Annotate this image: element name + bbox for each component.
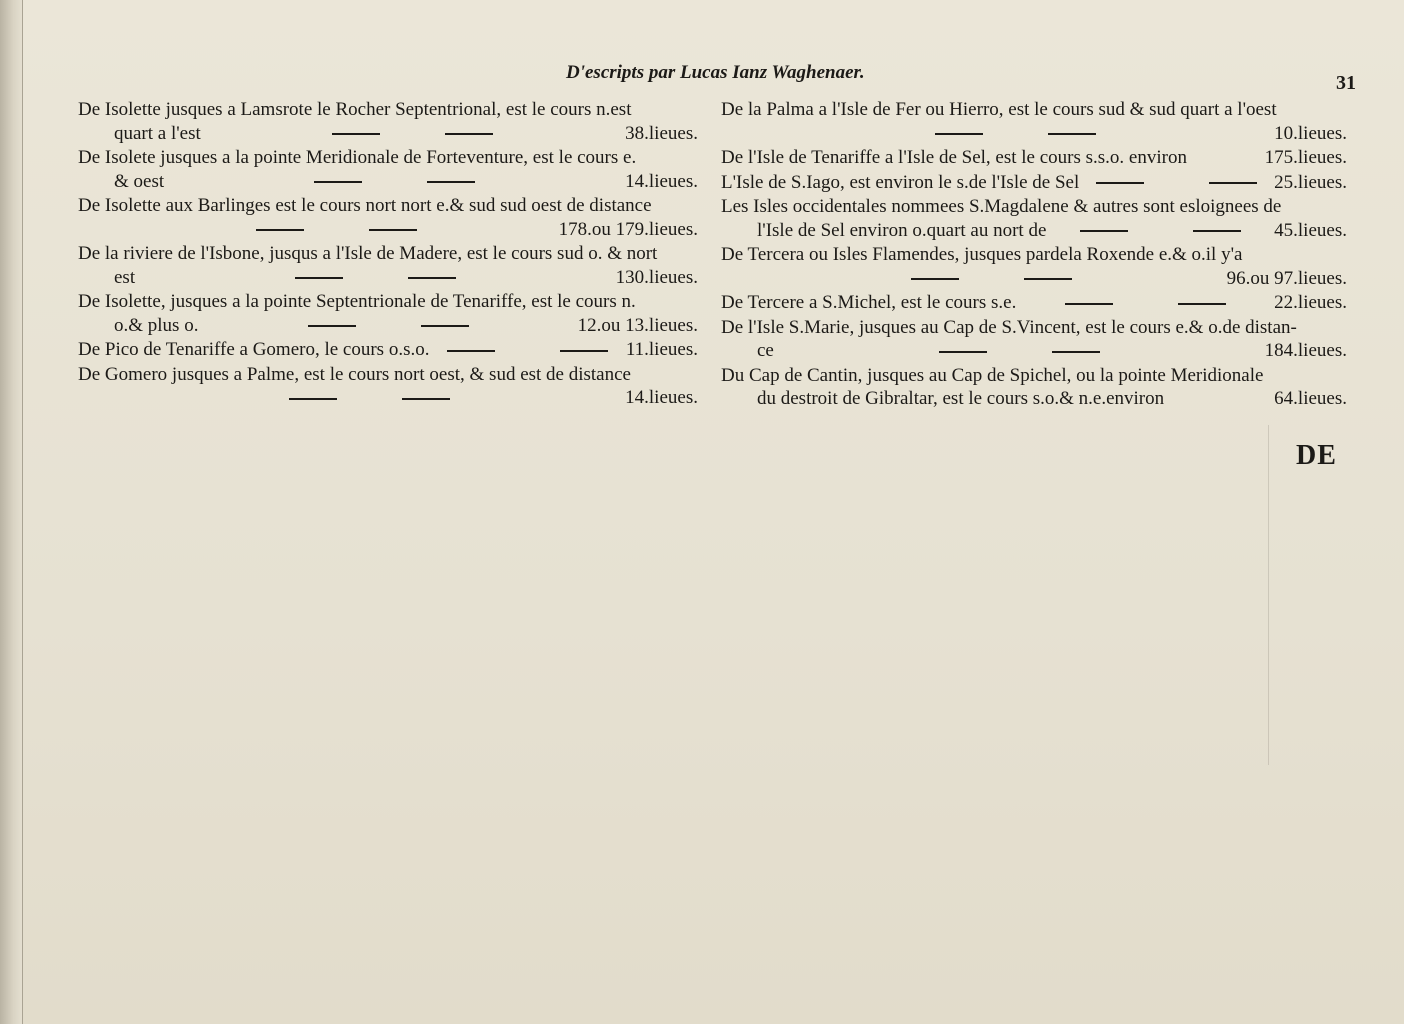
route-entry xyxy=(721,291,1347,315)
dash-leader xyxy=(911,278,959,280)
route-text: De la riviere de l'Isbone, jusqus a l'Isle de Madere, est le cours sud o. & nort xyxy=(78,243,658,264)
route-text: Les Isles occidentales nommees S.Magdalene & autres sont esloignees de xyxy=(721,196,1282,217)
route-text: L'Isle de S.Iago, est environ le s.de l'Isle de Sel xyxy=(721,171,1080,193)
route-line xyxy=(78,98,698,122)
route-line xyxy=(78,338,698,362)
route-line xyxy=(721,98,1347,122)
dash-leader xyxy=(560,350,608,352)
distance: 130.lieues. xyxy=(615,266,698,288)
dash-leader xyxy=(408,277,456,279)
route-text: De Isolete jusques a la pointe Meridionale de Forteventure, est le cours e. xyxy=(78,147,637,168)
dash-leaders xyxy=(291,266,460,290)
route-text: De Gomero jusques a Palme, est le cours nort oest, & sud est de distance xyxy=(78,363,631,385)
dash-leaders xyxy=(935,339,1104,363)
dash-leaders xyxy=(1061,291,1230,315)
dash-leaders xyxy=(907,267,1076,291)
route-line xyxy=(78,170,698,194)
route-line xyxy=(78,122,698,146)
distance: 178.ou 179.lieues. xyxy=(558,218,698,240)
distance: 11.lieues. xyxy=(625,339,698,360)
route-text: ce xyxy=(757,340,774,361)
route-text: Du Cap de Cantin, jusques au Cap de Spichel, ou la pointe Meridionale xyxy=(721,364,1264,386)
dash-leader xyxy=(256,229,304,231)
route-text: De Isolette aux Barlinges est le cours nort nort e.& sud sud oest de distance xyxy=(78,195,652,216)
dash-leader xyxy=(1080,230,1128,232)
dash-leaders xyxy=(252,218,421,242)
route-text: De Isolette jusques a Lamsrote le Rocher Septentrional, est le cours n.est xyxy=(78,99,632,120)
dash-leader xyxy=(1065,303,1113,305)
dash-leader xyxy=(289,398,337,400)
dash-leader xyxy=(332,133,380,135)
dash-leader xyxy=(1193,230,1241,232)
route-line xyxy=(78,290,698,314)
dash-leader xyxy=(402,398,450,400)
bleed-through-table xyxy=(1268,425,1339,765)
dash-leader xyxy=(447,350,495,352)
route-text: De Pico de Tenariffe a Gomero, le cours o.s.o. xyxy=(78,339,430,360)
dash-leader xyxy=(1048,133,1096,135)
route-line xyxy=(78,242,698,266)
distance: 10.lieues. xyxy=(1274,122,1347,144)
dash-leader xyxy=(1096,182,1144,184)
route-entry xyxy=(78,290,698,337)
route-line xyxy=(721,171,1347,195)
route-entry xyxy=(78,146,698,193)
dash-leader xyxy=(295,277,343,279)
right-column xyxy=(721,98,1347,412)
dash-leaders xyxy=(1076,219,1245,243)
dash-leader xyxy=(935,133,983,135)
route-text: o.& plus o. xyxy=(114,314,199,336)
route-entry xyxy=(721,316,1347,363)
dash-leader xyxy=(308,325,356,327)
dash-leader xyxy=(1052,351,1100,353)
dash-leaders xyxy=(328,122,497,146)
dash-leaders xyxy=(1092,171,1261,195)
route-line xyxy=(721,146,1347,170)
route-entry xyxy=(78,242,698,289)
dash-leaders xyxy=(443,338,612,362)
dash-leader xyxy=(445,133,493,135)
route-line xyxy=(721,387,1347,411)
route-entry xyxy=(721,195,1347,242)
route-text: est xyxy=(114,266,136,288)
route-text: l'Isle de Sel environ o.quart au nort de xyxy=(757,219,1047,241)
left-column xyxy=(78,98,698,411)
running-header: D'escripts par Lucas Ianz Waghenaer. xyxy=(566,62,865,83)
route-entry xyxy=(721,146,1347,170)
distance: 64.lieues. xyxy=(1274,388,1347,409)
route-line xyxy=(721,122,1347,146)
route-entry xyxy=(78,194,698,241)
route-line xyxy=(78,363,698,387)
dash-leaders xyxy=(310,170,479,194)
route-line xyxy=(721,364,1347,388)
dash-leader xyxy=(421,325,469,327)
dash-leaders xyxy=(285,386,454,410)
route-entry xyxy=(721,243,1347,290)
route-entry xyxy=(78,98,698,145)
route-text: De Tercera ou Isles Flamendes, jusques pardela Roxende e.& o.il y'a xyxy=(721,244,1243,265)
route-text: quart a l'est xyxy=(114,122,201,144)
route-entry xyxy=(78,363,698,410)
route-line xyxy=(78,218,698,242)
dash-leader xyxy=(1209,182,1257,184)
route-text: De Tercere a S.Michel, est le cours s.e. xyxy=(721,292,1017,313)
catchword: DE xyxy=(1296,440,1337,471)
dash-leader xyxy=(939,351,987,353)
route-line xyxy=(721,291,1347,315)
distance: 14.lieues. xyxy=(625,170,698,192)
distance: 184.lieues. xyxy=(1264,340,1347,361)
route-entry xyxy=(721,98,1347,145)
distance: 96.ou 97.lieues. xyxy=(1226,267,1347,289)
distance: 12.ou 13.lieues. xyxy=(577,314,698,336)
route-entry xyxy=(78,338,698,362)
route-line xyxy=(721,243,1347,267)
dash-leader xyxy=(427,181,475,183)
route-text: De l'Isle de Tenariffe a l'Isle de Sel, est le cours s.s.o. environ xyxy=(721,147,1187,168)
route-text: & oest xyxy=(114,170,165,192)
distance: 14.lieues. xyxy=(625,387,698,408)
dash-leader xyxy=(1024,278,1072,280)
route-text: De l'Isle S.Marie, jusques au Cap de S.Vincent, est le cours e.& o.de distan- xyxy=(721,316,1297,338)
route-text: De la Palma a l'Isle de Fer ou Hierro, est le cours sud & sud quart a l'oest xyxy=(721,99,1277,120)
route-line xyxy=(721,195,1347,219)
book-gutter xyxy=(0,0,23,1024)
route-line xyxy=(721,316,1347,340)
route-line xyxy=(78,314,698,338)
distance: 45.lieues. xyxy=(1274,219,1347,241)
route-line xyxy=(78,194,698,218)
route-line xyxy=(78,146,698,170)
route-text: De Isolette, jusques a la pointe Septentrionale de Tenariffe, est le cours n. xyxy=(78,291,636,312)
route-line xyxy=(721,339,1347,363)
dash-leader xyxy=(314,181,362,183)
route-text: du destroit de Gibraltar, est le cours s.o.& n.e.environ xyxy=(757,388,1165,409)
page-number: 31 xyxy=(1336,72,1356,94)
route-line xyxy=(78,386,698,410)
route-line xyxy=(721,219,1347,243)
distance: 175.lieues. xyxy=(1264,147,1347,168)
distance: 22.lieues. xyxy=(1274,292,1347,313)
distance: 25.lieues. xyxy=(1274,171,1347,193)
dash-leader xyxy=(369,229,417,231)
route-line xyxy=(78,266,698,290)
route-entry xyxy=(721,364,1347,411)
route-line xyxy=(721,267,1347,291)
dash-leaders xyxy=(931,122,1100,146)
route-entry xyxy=(721,171,1347,195)
dash-leaders xyxy=(304,314,473,338)
dash-leader xyxy=(1178,303,1226,305)
distance: 38.lieues. xyxy=(625,122,698,144)
